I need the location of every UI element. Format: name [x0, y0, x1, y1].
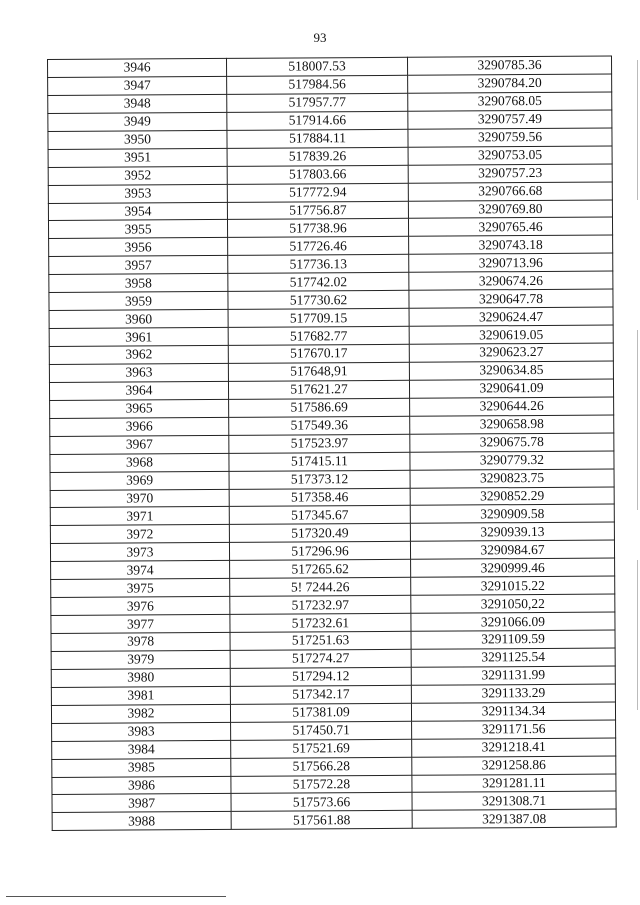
- x-coordinate-cell: 517296.96: [229, 542, 410, 561]
- x-coordinate-cell: 517742.02: [228, 273, 409, 292]
- point-number-cell: 3953: [48, 184, 227, 203]
- x-coordinate-cell: 517232.97: [230, 595, 411, 614]
- y-coordinate-cell: 3291131.99: [411, 666, 615, 685]
- point-number-cell: 3959: [49, 292, 228, 311]
- y-coordinate-cell: 3290644.26: [410, 397, 614, 416]
- point-number-cell: 3987: [52, 794, 231, 813]
- x-coordinate-cell: 517756.87: [227, 201, 408, 220]
- x-coordinate-cell: 5! 7244.26: [230, 577, 411, 596]
- y-coordinate-cell: 3291387.08: [412, 809, 616, 828]
- x-coordinate-cell: 517373.12: [229, 470, 410, 489]
- x-coordinate-cell: 517345.67: [229, 506, 410, 525]
- point-number-cell: 3980: [51, 668, 230, 687]
- point-number-cell: 3982: [51, 704, 230, 723]
- y-coordinate-cell: 3290939.13: [410, 522, 614, 541]
- y-coordinate-cell: 3291281.11: [412, 774, 616, 793]
- table-row: [52, 809, 616, 830]
- y-coordinate-cell: 3290909.58: [410, 504, 614, 523]
- point-number-cell: 3949: [48, 112, 227, 131]
- point-number-cell: 3984: [52, 740, 231, 759]
- y-coordinate-cell: 3291218.41: [412, 738, 616, 757]
- point-number-cell: 3966: [50, 417, 229, 436]
- x-coordinate-cell: 517572.28: [231, 775, 412, 794]
- x-coordinate-cell: 517648,91: [228, 362, 409, 381]
- point-number-cell: 3986: [52, 776, 231, 795]
- point-number-cell: 3951: [48, 148, 227, 167]
- y-coordinate-cell: 3290619.05: [409, 325, 613, 344]
- scan-edge-mark: [637, 330, 638, 510]
- x-coordinate-cell: 517726.46: [228, 237, 409, 256]
- point-number-cell: 3954: [48, 202, 227, 221]
- coordinates-table: [47, 56, 617, 832]
- y-coordinate-cell: 3290713.96: [409, 253, 613, 272]
- x-coordinate-cell: 517586.69: [229, 398, 410, 417]
- y-coordinate-cell: 3291066.09: [411, 612, 615, 631]
- y-coordinate-cell: 3290785.36: [407, 56, 611, 75]
- point-number-cell: 3976: [51, 597, 230, 616]
- y-coordinate-cell: 3291133.29: [411, 684, 615, 703]
- x-coordinate-cell: 517738.96: [227, 219, 408, 238]
- x-coordinate-cell: 517884.11: [227, 129, 408, 148]
- x-coordinate-cell: 517772.94: [227, 183, 408, 202]
- y-coordinate-cell: 3290999.46: [411, 558, 615, 577]
- x-coordinate-cell: 517358.46: [229, 488, 410, 507]
- point-number-cell: 3988: [52, 812, 231, 831]
- point-number-cell: 3961: [49, 327, 228, 346]
- point-number-cell: 3957: [49, 256, 228, 275]
- point-number-cell: 3965: [50, 399, 229, 418]
- x-coordinate-cell: 517265.62: [230, 560, 411, 579]
- x-coordinate-cell: 517294.12: [230, 667, 411, 686]
- y-coordinate-cell: 3290757.49: [408, 110, 612, 129]
- y-coordinate-cell: 3290674.26: [409, 271, 613, 290]
- point-number-cell: 3979: [51, 650, 230, 669]
- point-number-cell: 3983: [52, 722, 231, 741]
- y-coordinate-cell: 3290779.32: [410, 451, 614, 470]
- point-number-cell: 3970: [50, 489, 229, 508]
- y-coordinate-cell: 3290675.78: [410, 433, 614, 452]
- y-coordinate-cell: 3290647.78: [409, 289, 613, 308]
- y-coordinate-cell: 3290753.05: [408, 146, 612, 165]
- point-number-cell: 3974: [51, 561, 230, 580]
- x-coordinate-cell: 517621.27: [228, 380, 409, 399]
- y-coordinate-cell: 3291134.34: [411, 702, 615, 721]
- point-number-cell: 3968: [50, 453, 229, 472]
- x-coordinate-cell: 517251.63: [230, 631, 411, 650]
- y-coordinate-cell: 3291125.54: [411, 648, 615, 667]
- x-coordinate-cell: 517342.17: [230, 685, 411, 704]
- coordinates-table-body: [48, 56, 617, 831]
- x-coordinate-cell: 517549.36: [229, 416, 410, 435]
- x-coordinate-cell: 517730.62: [228, 290, 409, 309]
- y-coordinate-cell: 3291258.86: [412, 756, 616, 775]
- point-number-cell: 3971: [50, 507, 229, 526]
- y-coordinate-cell: 3291308.71: [412, 791, 616, 810]
- point-number-cell: 3958: [49, 274, 228, 293]
- point-number-cell: 3955: [48, 220, 227, 239]
- y-coordinate-cell: 3290766.68: [408, 182, 612, 201]
- point-number-cell: 3981: [51, 686, 230, 705]
- y-coordinate-cell: 3291015.22: [411, 576, 615, 595]
- point-number-cell: 3952: [48, 166, 227, 185]
- point-number-cell: 3950: [48, 130, 227, 149]
- y-coordinate-cell: 3290984.67: [410, 540, 614, 559]
- y-coordinate-cell: 3290759.56: [408, 128, 612, 147]
- y-coordinate-cell: 3290623.27: [409, 343, 613, 362]
- x-coordinate-cell: 517803.66: [227, 165, 408, 184]
- scan-edge-mark: [637, 560, 638, 710]
- y-coordinate-cell: 3290641.09: [409, 379, 613, 398]
- point-number-cell: 3960: [49, 310, 228, 329]
- x-coordinate-cell: 517984.56: [227, 75, 408, 94]
- x-coordinate-cell: 517682.77: [228, 326, 409, 345]
- x-coordinate-cell: 517523.97: [229, 434, 410, 453]
- x-coordinate-cell: 517709.15: [228, 308, 409, 327]
- x-coordinate-cell: 517521.69: [231, 739, 412, 758]
- x-coordinate-cell: 517274.27: [230, 649, 411, 668]
- y-coordinate-cell: 3291050,22: [411, 594, 615, 613]
- y-coordinate-cell: 3290624.47: [409, 307, 613, 326]
- point-number-cell: 3985: [52, 758, 231, 777]
- x-coordinate-cell: 517736.13: [228, 255, 409, 274]
- x-coordinate-cell: 517914.66: [227, 111, 408, 130]
- x-coordinate-cell: 517415.11: [229, 452, 410, 471]
- point-number-cell: 3963: [49, 363, 228, 382]
- point-number-cell: 3956: [49, 238, 228, 257]
- x-coordinate-cell: 517573.66: [231, 793, 412, 812]
- x-coordinate-cell: 517381.09: [230, 703, 411, 722]
- x-coordinate-cell: 517566.28: [231, 757, 412, 776]
- point-number-cell: 3964: [49, 381, 228, 400]
- y-coordinate-cell: 3290765.46: [408, 217, 612, 236]
- point-number-cell: 3972: [50, 525, 229, 544]
- point-number-cell: 3946: [48, 58, 227, 77]
- footer-rule: [6, 896, 226, 897]
- y-coordinate-cell: 3290852.29: [410, 487, 614, 506]
- point-number-cell: 3977: [51, 614, 230, 633]
- point-number-cell: 3947: [48, 76, 227, 95]
- x-coordinate-cell: 517670.17: [228, 344, 409, 363]
- point-number-cell: 3967: [50, 435, 229, 454]
- y-coordinate-cell: 3290823.75: [410, 469, 614, 488]
- y-coordinate-cell: 3290634.85: [409, 361, 613, 380]
- y-coordinate-cell: 3290769.80: [408, 200, 612, 219]
- y-coordinate-cell: 3291171.56: [412, 720, 616, 739]
- y-coordinate-cell: 3290658.98: [410, 415, 614, 434]
- point-number-cell: 3978: [51, 632, 230, 651]
- point-number-cell: 3948: [48, 94, 227, 113]
- page-number: 93: [313, 30, 327, 45]
- y-coordinate-cell: 3290743.18: [409, 235, 613, 254]
- y-coordinate-cell: 3290784.20: [408, 74, 612, 93]
- point-number-cell: 3973: [50, 543, 229, 562]
- scan-edge-mark: [637, 60, 638, 200]
- y-coordinate-cell: 3290768.05: [408, 92, 612, 111]
- y-coordinate-cell: 3290757.23: [408, 164, 612, 183]
- x-coordinate-cell: 517450.71: [231, 721, 412, 740]
- point-number-cell: 3969: [50, 471, 229, 490]
- y-coordinate-cell: 3291109.59: [411, 630, 615, 649]
- x-coordinate-cell: 517232.61: [230, 613, 411, 632]
- x-coordinate-cell: 517320.49: [229, 524, 410, 543]
- x-coordinate-cell: 518007.53: [226, 57, 407, 76]
- point-number-cell: 3962: [49, 345, 228, 364]
- x-coordinate-cell: 517561.88: [231, 811, 412, 830]
- x-coordinate-cell: 517957.77: [227, 93, 408, 112]
- point-number-cell: 3975: [51, 579, 230, 598]
- x-coordinate-cell: 517839.26: [227, 147, 408, 166]
